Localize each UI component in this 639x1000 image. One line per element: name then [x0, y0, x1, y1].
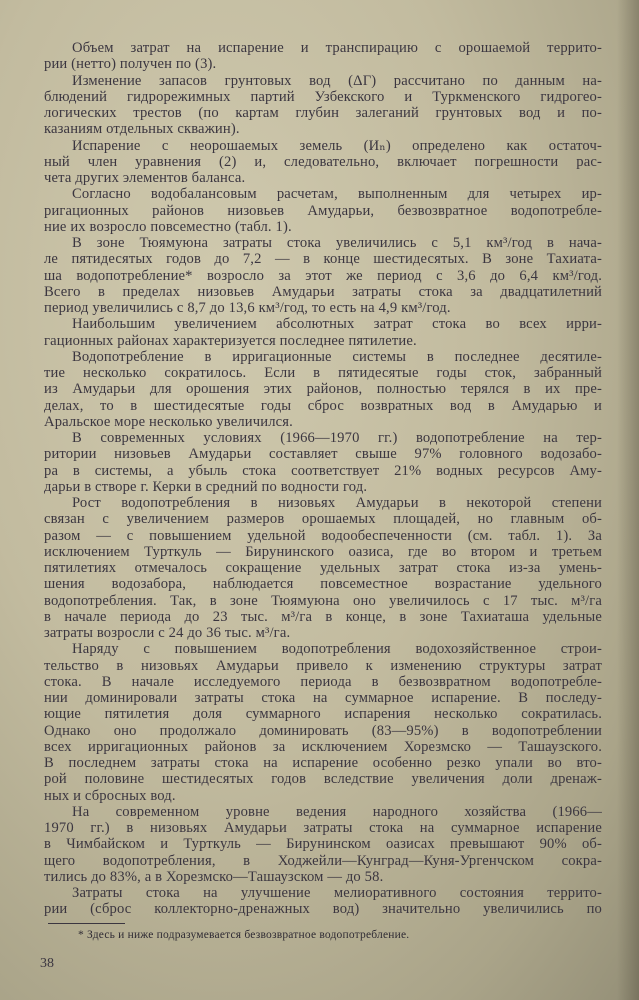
body-text [44, 40, 602, 918]
text-line: В зоне Тюямуюна затраты стока увеличились с 5,1 км³/год в нача- [72, 235, 602, 251]
text-line: Объем затрат на испарение и транспирацию с орошаемой террито- [72, 40, 602, 56]
text-line: блюдений гидрорежимных партий Узбекского и Туркменского гидрогео- [44, 88, 602, 105]
text-line: тились до 83%, а в Хорезмско—Ташаузском — до 58. [44, 868, 384, 885]
text-line: водопотребления. Так, в зоне Тюямуюна оно увеличилось с 17 тыс. м³/га [44, 592, 602, 609]
paragraph [44, 804, 602, 885]
text-line: всех ирригационных районов за исключением Хорезмско — Ташаузского. [44, 738, 602, 755]
text-line: стока. В начале исследуемого периода в безвозвратном водопотребле- [44, 673, 602, 690]
text-line: Изменение запасов грунтовых вод (ΔГ) рассчитано по данным на- [72, 72, 602, 89]
text-line: тие несколько сократилось. Если в пятидесятые годы сток, забранный [44, 365, 602, 381]
text-line: щего водопотребления, в Ходжейли—Кунград—Куня-Ургенчском сокра- [44, 852, 602, 869]
text-line: связан с увеличением размеров орошаемых площадей, но главным об- [44, 511, 602, 528]
text-line: В последнем затраты стока на испарение особенно резко упали во вто- [44, 755, 602, 771]
text-line: ша водопотребление* возросло за этот же период с 3,6 до 6,4 км³/год. [44, 267, 602, 284]
footnote-separator [48, 923, 125, 924]
text-line: ле пятидесятых годов до 7,2 — в конце шестидесятых. В зоне Тахиата- [44, 251, 602, 268]
text-line: ра в системы, а убыль стока соответствует 21% водных ресурсов Аму- [44, 462, 602, 479]
text-line: Водопотребление в ирригационные системы в последнее десятиле- [72, 348, 602, 365]
paragraph [44, 138, 602, 187]
paragraph [44, 186, 602, 235]
text-line: ных и сбросных вод. [44, 787, 176, 804]
text-line: рии (сброс коллекторно-дренажных вод) значительно увеличились по [44, 901, 602, 918]
footnote: * Здесь и ниже подразумевается безвозвратное водопотребление. [78, 929, 410, 941]
text-line: ющие пятилетия доля суммарного испарения несколько сократилась. [44, 706, 602, 723]
text-line: ние их возросло повсеместно (табл. 1). [44, 218, 292, 235]
text-line: затраты возросли с 24 до 36 тыс. м³/га. [44, 625, 291, 641]
paragraph [44, 885, 602, 918]
text-line: период увеличились с 8,7 до 13,6 км³/год, то есть на 4,9 км³/год. [44, 300, 451, 316]
text-line: гационных районах характеризуется последнее пятилетие. [44, 332, 417, 349]
text-line: в Чимбайском и Турткуль — Бирунинском оазисах превышают 90% об- [44, 836, 602, 853]
text-line: чета других элементов баланса. [44, 170, 246, 186]
paragraph [44, 40, 602, 73]
page-edge-shadow [617, 0, 639, 1000]
paragraph [44, 495, 602, 641]
text-line: Наибольшим увеличением абсолютных затрат стока во всех ирри- [72, 316, 602, 333]
text-line: исключением Турткуль — Бирунинского оазиса, где во втором и третьем [44, 543, 602, 560]
paragraph [44, 430, 602, 495]
paragraph [44, 235, 602, 316]
page-number: 38 [40, 956, 54, 971]
text-line: В современных условиях (1966—1970 гг.) водопотребление на тер- [72, 430, 602, 446]
text-line: разом — с повышением удельной водообеспеченности (см. табл. 1). За [44, 527, 602, 544]
text-line: Наряду с повышением водопотребления водохозяйственное строи- [72, 641, 602, 658]
text-line: Всего в пределах низовьев Амударьи затраты стока за двадцатилетний [44, 283, 602, 300]
paragraph [44, 349, 602, 430]
text-line: Рост водопотребления в низовьях Амударьи в некоторой степени [72, 495, 602, 511]
text-line: ритории низовьев Амударьи составляет свыше 97% головного водозабо- [44, 446, 602, 463]
text-line: Испарение с неорошаемых земель (Иₙ) определено как остаточ- [72, 137, 602, 154]
text-line: ный член уравнения (2) и, следовательно, включает погрешности рас- [44, 153, 602, 170]
text-line: ригационных районов низовьев Амударьи, безвозвратное водопотребле- [44, 202, 602, 219]
text-line: тельство в низовьях Амударьи привело к изменению структуры затрат [44, 657, 602, 674]
text-line: казаниям отдельных скважин). [44, 121, 240, 138]
text-line: делах, то в шестидесятые годы сброс возвратных вод в Амударью и [44, 397, 602, 414]
text-line: Согласно водобалансовым расчетам, выполненным для четырех ир- [72, 186, 602, 203]
text-line: из Амударьи для орошения этих районов, полностью терялся в их пре- [44, 381, 602, 398]
text-line: Однако оно продолжало доминировать (83—95%) в водопотреблении [44, 722, 602, 739]
text-line: дарьи в створе г. Керки в средний по водности год. [44, 478, 368, 495]
text-line: Аральское море несколько увеличился. [44, 413, 293, 430]
text-line: 1970 гг.) в низовьях Амударьи затраты стока на суммарное испарение [44, 820, 602, 836]
text-line: нии доминировали затраты стока на суммарное испарение. В последу- [44, 690, 602, 706]
paragraph [44, 73, 602, 138]
text-line: На современном уровне ведения народного хозяйства (1966— [72, 803, 602, 820]
text-line: Затраты стока на улучшение мелиоративного состояния террито- [72, 885, 602, 901]
text-line: в начале периода до 23 тыс. м³/га в конце, в зоне Тахиаташа удельные [44, 608, 602, 625]
text-line: пятилетиях отмечалось сокращение удельных затрат стока из-за умень- [44, 560, 602, 576]
text-line: шения водозабора, наблюдается повсеместное возрастание удельного [44, 576, 602, 593]
paragraph [44, 316, 602, 349]
text-line: логических трестов (по картам глубин залеганий грунтовых вод и по- [44, 105, 602, 121]
text-line: рии (нетто) получен по (3). [44, 56, 217, 73]
paragraph [44, 641, 602, 804]
text-line: рой половине шестидесятых годов вследствие увеличения доли дренаж- [44, 771, 602, 788]
